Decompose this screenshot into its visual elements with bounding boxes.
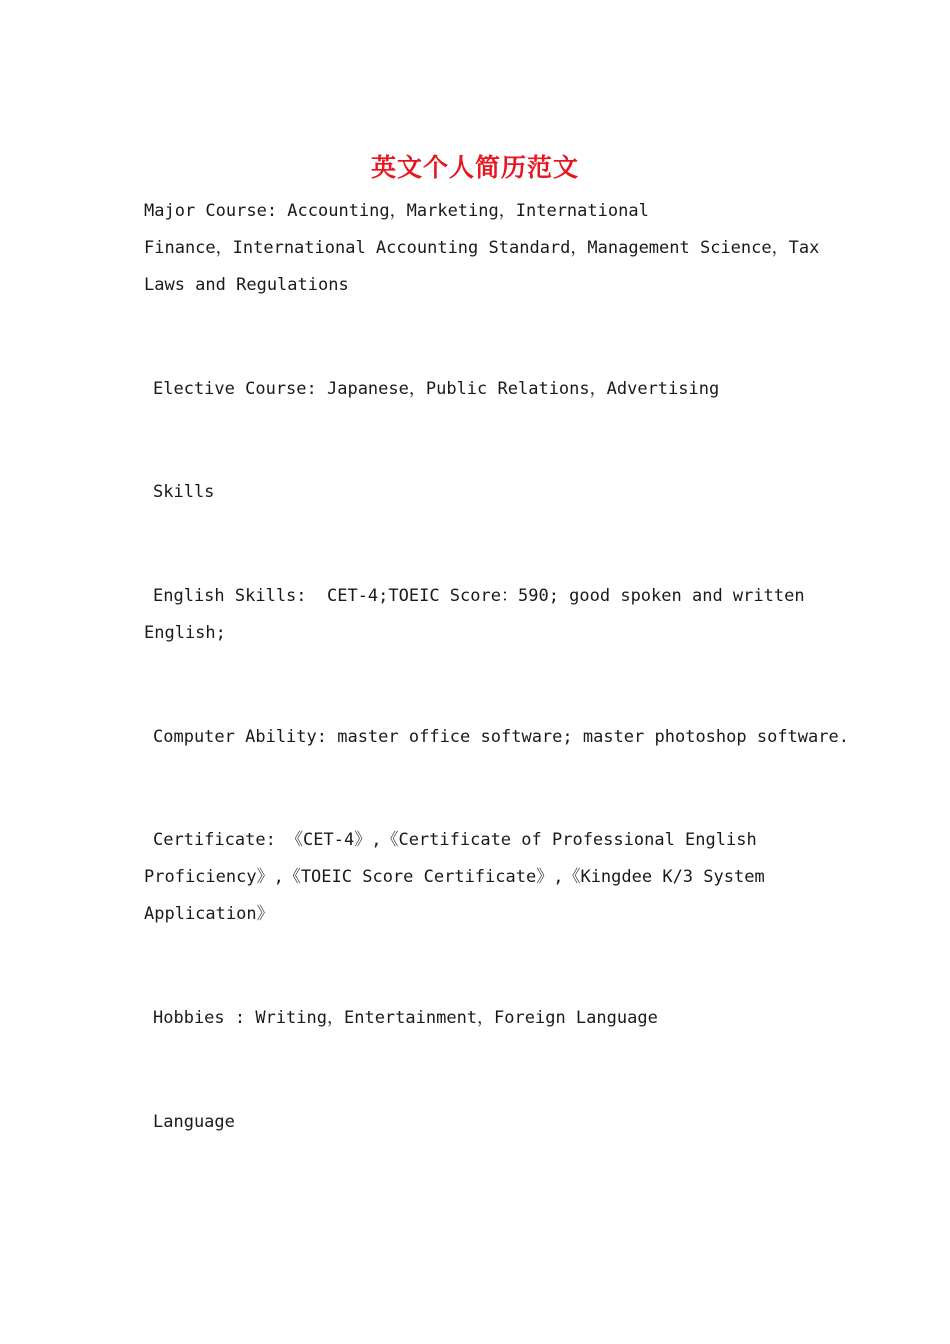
certificate-line-3: Application》 xyxy=(144,904,274,924)
language-heading: Language xyxy=(153,1112,235,1132)
major-course-line-3: Laws and Regulations xyxy=(144,275,349,295)
english-skills-line-1: English Skills: CET-4;TOEIC Score：590; good spoken and written xyxy=(153,586,805,606)
certificate-line-2: Proficiency》,《TOEIC Score Certificate》,《Kingdee K/3 System xyxy=(144,867,765,887)
certificate-line-1: Certificate: 《CET-4》,《Certificate of Professional English xyxy=(153,830,757,850)
computer-ability: Computer Ability: master office software; master photoshop software. xyxy=(153,727,849,747)
hobbies: Hobbies : Writing，Entertainment，Foreign Language xyxy=(153,1008,658,1028)
skills-heading: Skills xyxy=(153,482,215,502)
document-title: 英文个人简历范文 xyxy=(370,153,579,182)
major-course-line-1: Major Course: Accounting，Marketing，International xyxy=(144,201,649,221)
elective-course: Elective Course: Japanese，Public Relations，Advertising xyxy=(153,379,720,399)
major-course-line-2: Finance，International Accounting Standard，Management Science，Tax xyxy=(144,238,820,258)
english-skills-line-2: English; xyxy=(144,623,226,643)
